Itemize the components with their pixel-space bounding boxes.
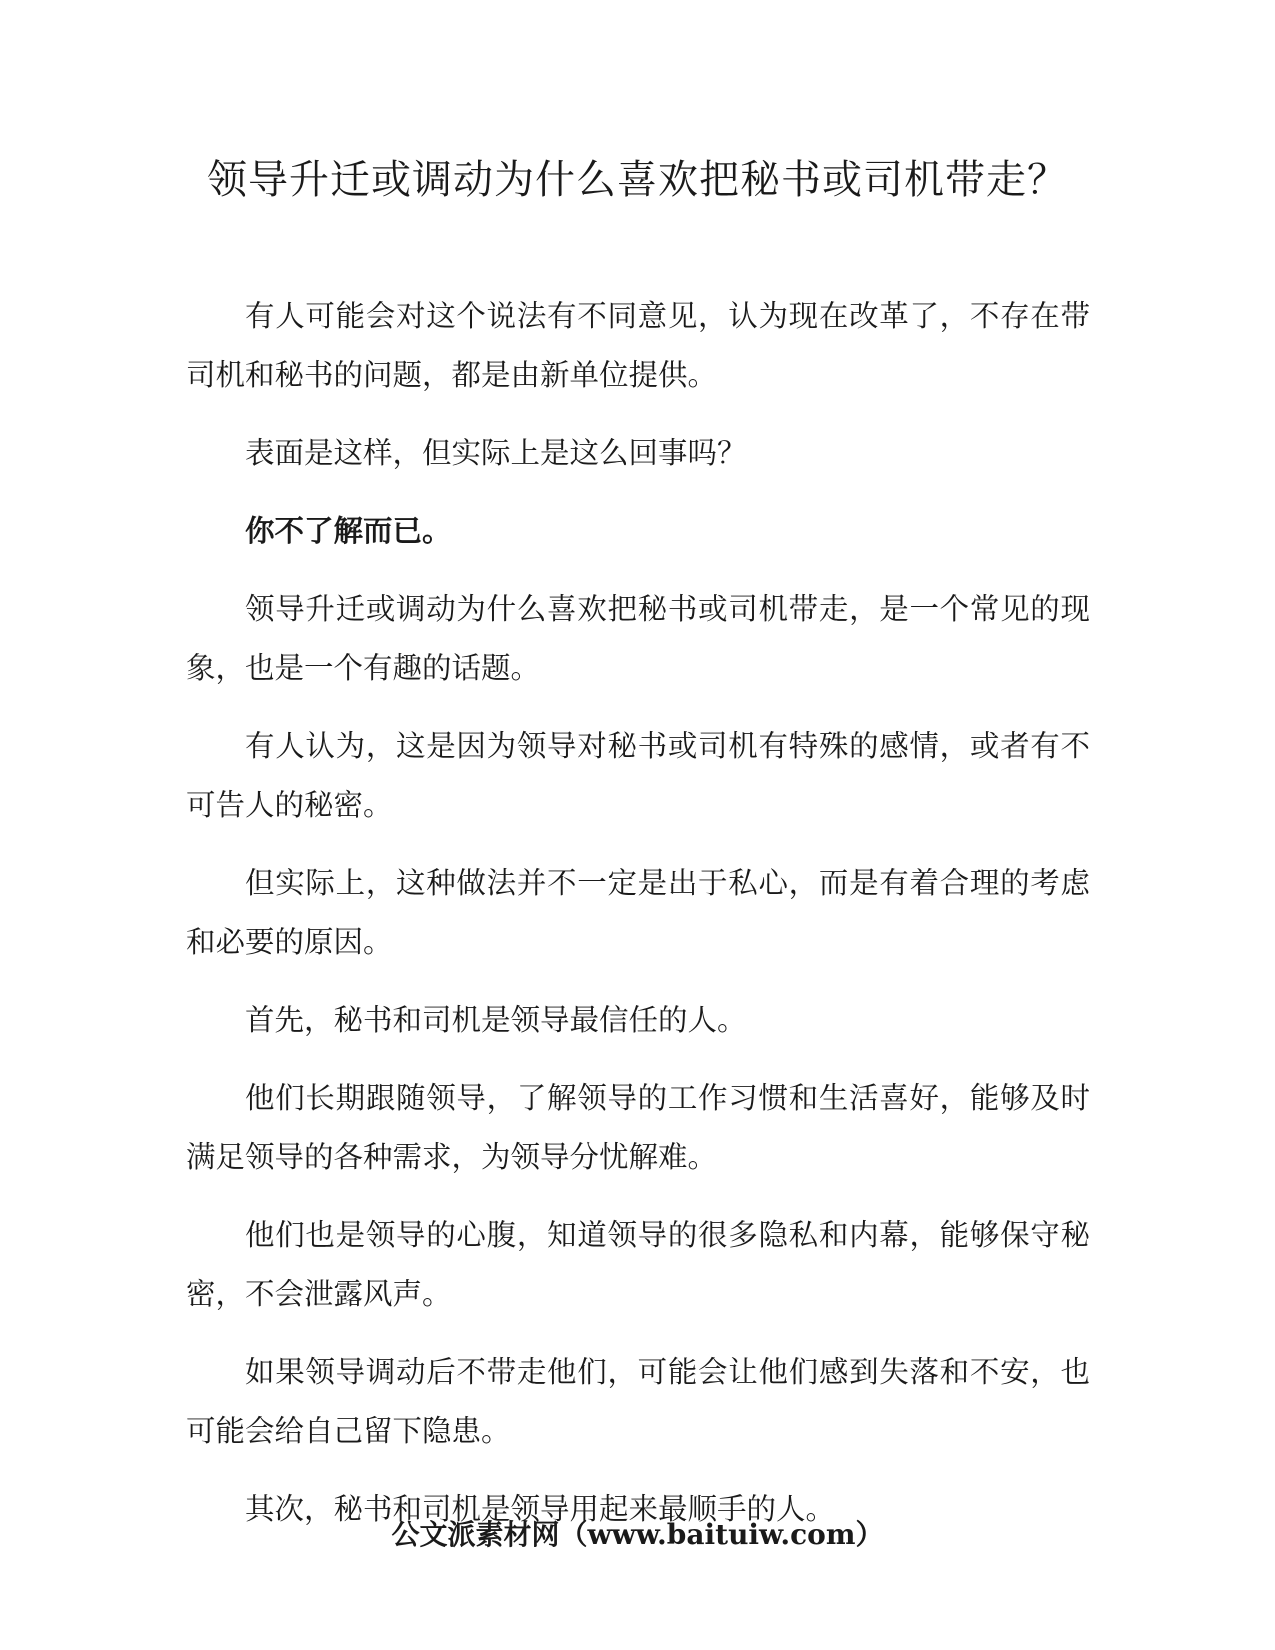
paragraph: 有人认为，这是因为领导对秘书或司机有特殊的感情，或者有不可告人的秘密。 (186, 729, 1090, 822)
paragraph: 他们长期跟随领导，了解领导的工作习惯和生活喜好，能够及时满足领导的各种需求，为领导分忧解难。 (186, 1081, 1090, 1174)
paragraph: 他们也是领导的心腹，知道领导的很多隐私和内幕，能够保守秘密，不会泄露风声。 (186, 1218, 1090, 1311)
paragraph: 你不了解而已。 (245, 514, 452, 548)
page-footer: 公文派素材网（www.baituiw.com） (391, 1518, 884, 1551)
paragraph: 领导升迁或调动为什么喜欢把秘书或司机带走，是一个常见的现象，也是一个有趣的话题。 (186, 592, 1090, 685)
paragraph: 如果领导调动后不带走他们，可能会让他们感到失落和不安，也可能会给自己留下隐患。 (186, 1355, 1090, 1448)
paragraph: 有人可能会对这个说法有不同意见，认为现在改革了，不存在带司机和秘书的问题，都是由新单位提供。 (186, 299, 1090, 392)
page-title: 领导升迁或调动为什么喜欢把秘书或司机带走？ (207, 157, 1068, 203)
paragraph: 首先，秘书和司机是领导最信任的人。 (245, 1003, 747, 1037)
paragraph: 表面是这样，但实际上是这么回事吗？ (245, 436, 747, 470)
paragraph: 其次，秘书和司机是领导用起来最顺手的人。 (245, 1492, 836, 1526)
paragraph: 但实际上，这种做法并不一定是出于私心，而是有着合理的考虑和必要的原因。 (186, 866, 1090, 959)
article-body (186, 287, 1090, 1558)
